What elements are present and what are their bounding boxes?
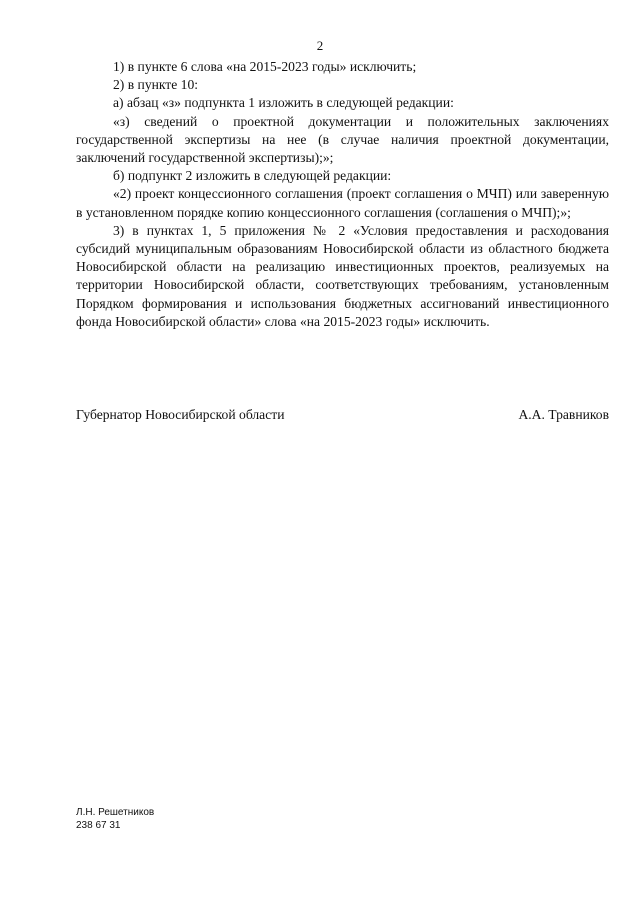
- signature-block: [76, 407, 609, 423]
- paragraph-item-3: 3) в пунктах 1, 5 приложения № 2 «Условия предоставления и расходования субсидий муниципальным образованиям Новосибирской области из областного бюджета Новосибирской области на реализацию инвестиционных проектов, реализуемых на территории Новосибирской области, соответствующих требованиям, установленным Порядком формирования и использования бюджетных ассигнований инвестиционного фонда Новосибирской области» слова «на 2015-2023 годы» исключить.: [76, 222, 609, 329]
- page-number: 2: [316, 38, 324, 53]
- paragraph-item-10: 2) в пункте 10:: [113, 77, 199, 93]
- paragraph-subitem-a: а) абзац «з» подпункта 1 изложить в следующей редакции:: [113, 95, 454, 111]
- paragraph-item-6: 1) в пункте 6 слова «на 2015-2023 годы» исключить;: [113, 59, 417, 74]
- paragraph-subitem-b: б) подпункт 2 изложить в следующей редакции:: [113, 168, 392, 184]
- signatory-name: А.А. Травников: [518, 407, 609, 422]
- executor-name: Л.Н. Решетников: [76, 807, 155, 818]
- paragraph-quote-2: «2) проект концессионного соглашения (проект соглашения о МЧП) или заверенную в установленном порядке копию концессионного соглашения (соглашения о МЧП);»;: [76, 186, 609, 220]
- executor-phone: 238 67 31: [76, 820, 121, 831]
- signatory-position: Губернатор Новосибирской области: [76, 407, 285, 422]
- document-body: [76, 58, 609, 331]
- paragraph-quote-z: «з) сведений о проектной документации и положительных заключениях государственной экспертизы на нее (в случае наличия проектной документации, заключений государственной экспертизы);»;: [76, 113, 609, 166]
- executor-footer: [76, 806, 154, 832]
